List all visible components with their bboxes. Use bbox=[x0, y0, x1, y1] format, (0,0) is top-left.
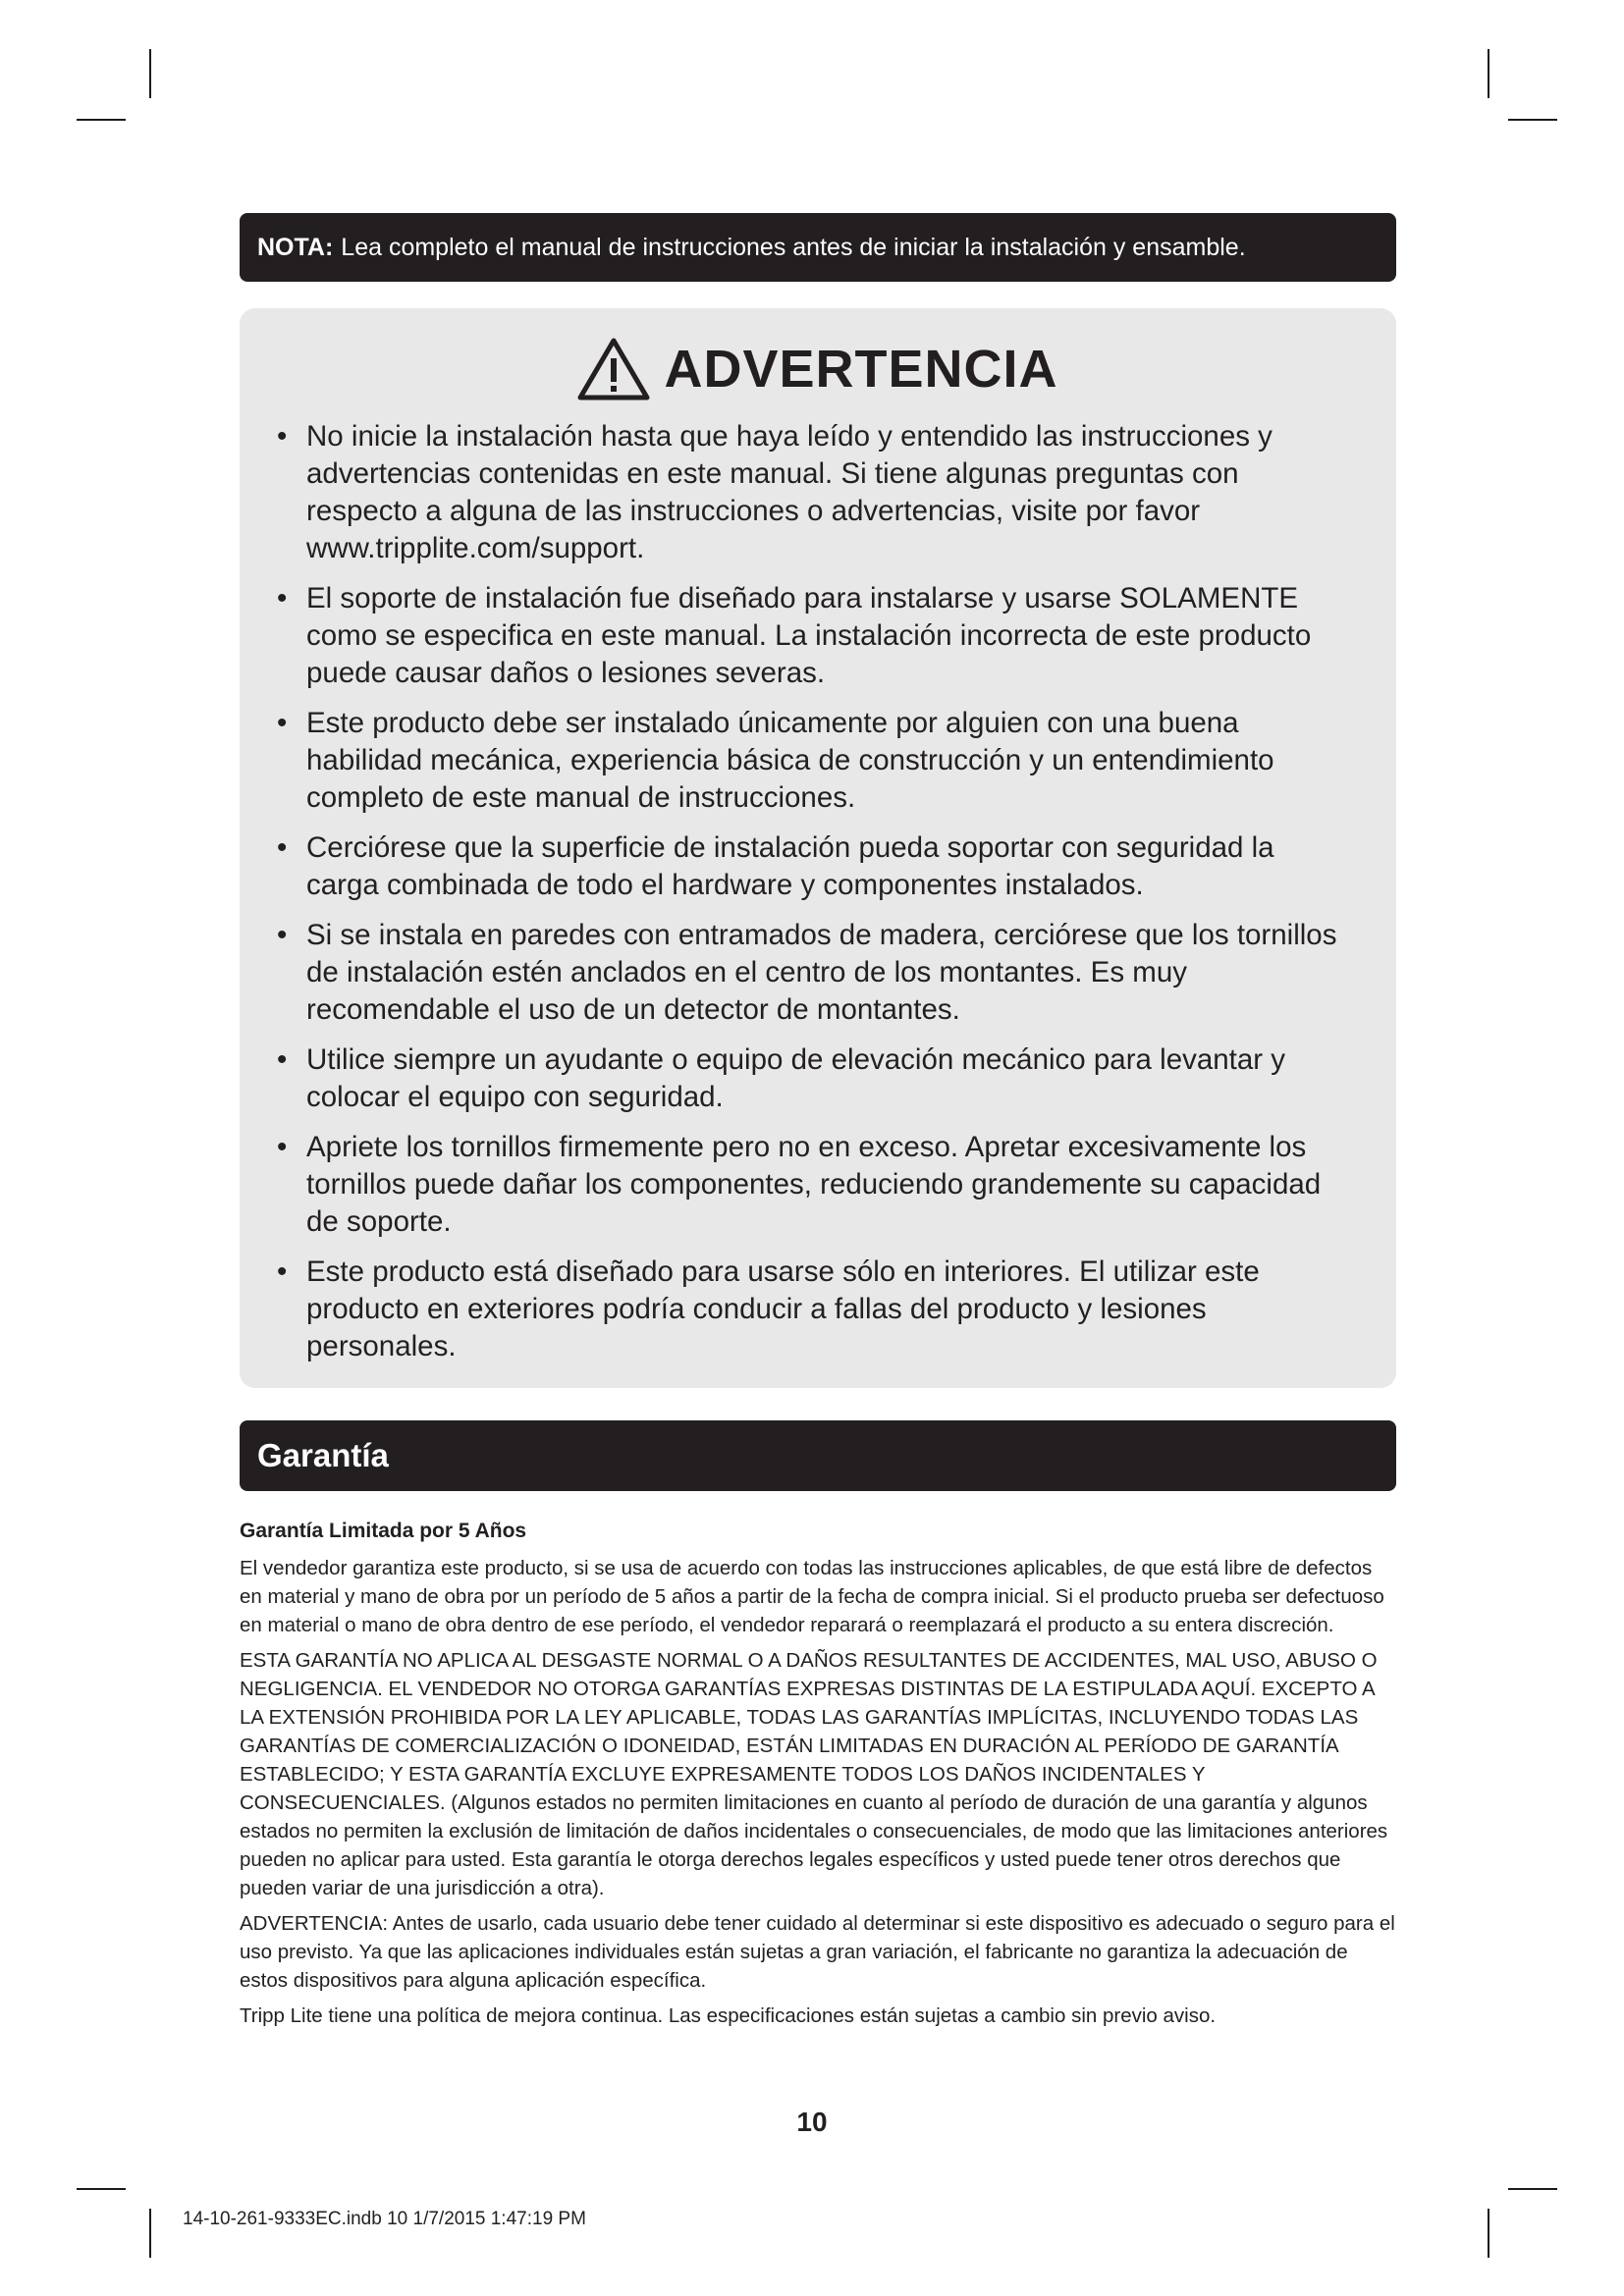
bullet: • bbox=[277, 1255, 288, 1288]
warning-title bbox=[240, 330, 1396, 408]
note-text: Lea completo el manual de instrucciones antes de iniciar la instalación y ensamble. bbox=[341, 233, 1246, 261]
bullet: • bbox=[277, 919, 288, 951]
warranty-subheading: Garantía Limitada por 5 Años bbox=[240, 1520, 527, 1542]
crop-mark bbox=[149, 2209, 151, 2258]
warranty-body bbox=[240, 1517, 1396, 2037]
crop-mark bbox=[1488, 49, 1489, 98]
warranty-paragraph: ADVERTENCIA: Antes de usarlo, cada usuario debe tener cuidado al determinar si este dispositivo es adecuado o seguro para el uso previsto. Ya que las aplicaciones individuales están sujetas a gran variación, el fabricante no garantiza la adecuación de estos dispositivos para alguna aplicación específica. bbox=[240, 1912, 1395, 1992]
list-item: • No inicie la instalación hasta que haya leído y entendido las instrucciones y advertencias contenidas en este manual. Si tiene algunas preguntas con respecto a alguna de las instrucciones o advertencias, visite por favor www.tripplite.com/support. bbox=[277, 420, 1272, 564]
warranty-paragraph: Tripp Lite tiene una política de mejora continua. Las especificaciones están sujetas a cambio sin previo aviso. bbox=[240, 2004, 1217, 2027]
crop-mark bbox=[149, 49, 151, 98]
warranty-heading: Garantía bbox=[257, 1437, 389, 1473]
bullet: • bbox=[277, 582, 288, 614]
list-item: • Utilice siempre un ayudante o equipo de elevación mecánico para levantar y colocar el equipo con seguridad. bbox=[277, 1043, 1286, 1113]
bullet: • bbox=[277, 831, 288, 864]
list-item: • Apriete los tornillos firmemente pero no en exceso. Apretar excesivamente los tornillos puede dañar los componentes, reduciendo grandemente su capacidad de soporte. bbox=[277, 1131, 1322, 1238]
page-number: 10 bbox=[796, 2107, 828, 2137]
warning-list bbox=[277, 418, 1341, 1378]
bullet: • bbox=[277, 420, 288, 453]
list-item: • Este producto debe ser instalado únicamente por alguien con una buena habilidad mecánica, experiencia básica de construcción y un entendimiento completo de este manual de instrucciones. bbox=[277, 707, 1274, 814]
warranty-heading-bar bbox=[240, 1420, 1396, 1491]
bullet: • bbox=[277, 1131, 288, 1163]
crop-mark bbox=[1508, 2188, 1557, 2190]
crop-mark bbox=[77, 119, 126, 121]
bullet: • bbox=[277, 707, 288, 739]
note-banner bbox=[240, 213, 1396, 282]
warranty-paragraph: ESTA GARANTÍA NO APLICA AL DESGASTE NORMAL O A DAÑOS RESULTANTES DE ACCIDENTES, MAL USO, ABUSO O NEGLIGENCIA. EL VENDEDOR NO OTORGA GARANTÍAS EXPRESAS DISTINTAS DE LA ESTIPULADA AQUÍ. EXCEPTO A LA EXTENSIÓN PROHIBIDA POR LA LEY APLICABLE, TODAS LAS GARANTÍAS IMPLÍCITAS, INCLUYENDO TODAS LAS GARANTÍAS DE COMERCIALIZACIÓN O IDONEIDAD, ESTÁN LIMITADAS EN DURACIÓN AL PERÍODO DE GARANTÍA ESTABLECIDO; Y ESTA GARANTÍA EXCLUYE EXPRESAMENTE TODOS LOS DAÑOS INCIDENTALES Y CONSECUENCIALES. (Algunos estados no permiten limitaciones en cuanto al período de duración de una garantía y algunos estados no permiten la exclusión de limitación de daños incidentales o consecuenciales, de modo que las limitaciones anteriores pueden no aplicar para usted. Esta garantía le otorga derechos legales específicos y usted puede tener otros derechos que pueden variar de una jurisdicción a otra). bbox=[240, 1649, 1388, 1899]
warning-triangle-icon bbox=[577, 337, 650, 401]
crop-mark bbox=[77, 2188, 126, 2190]
warning-panel bbox=[240, 308, 1396, 1388]
list-item: • Si se instala en paredes con entramados de madera, cerciórese que los tornillos de instalación estén anclados en el centro de los montantes. Es muy recomendable el uso de un detector de montantes. bbox=[277, 919, 1337, 1026]
bullet: • bbox=[277, 1043, 288, 1076]
print-slug: 14-10-261-9333EC.indb 10 1/7/2015 1:47:19 PM bbox=[183, 2209, 586, 2229]
list-item: • Cerciórese que la superficie de instalación pueda soportar con seguridad la carga combinada de todo el hardware y componentes instalados. bbox=[277, 831, 1274, 901]
note-label: NOTA: bbox=[257, 233, 334, 261]
crop-mark bbox=[1488, 2209, 1489, 2258]
list-item: • El soporte de instalación fue diseñado para instalarse y usarse SOLAMENTE como se especifica en este manual. La instalación incorrecta de este producto puede causar daños o lesiones severas. bbox=[277, 582, 1312, 689]
warning-title-text: ADVERTENCIA bbox=[664, 340, 1058, 399]
crop-mark bbox=[1508, 119, 1557, 121]
warranty-paragraph: El vendedor garantiza este producto, si se usa de acuerdo con todas las instrucciones aplicables, de que está libre de defectos en material y mano de obra por un período de 5 años a partir de la fecha de compra inicial. Si el producto prueba ser defectuoso en material o mano de obra dentro de ese período, el vendedor reparará o reemplazará el producto a su entera discreción. bbox=[240, 1557, 1384, 1636]
list-item: • Este producto está diseñado para usarse sólo en interiores. El utilizar este producto en exteriores podría conducir a fallas del producto y lesiones personales. bbox=[277, 1255, 1260, 1362]
